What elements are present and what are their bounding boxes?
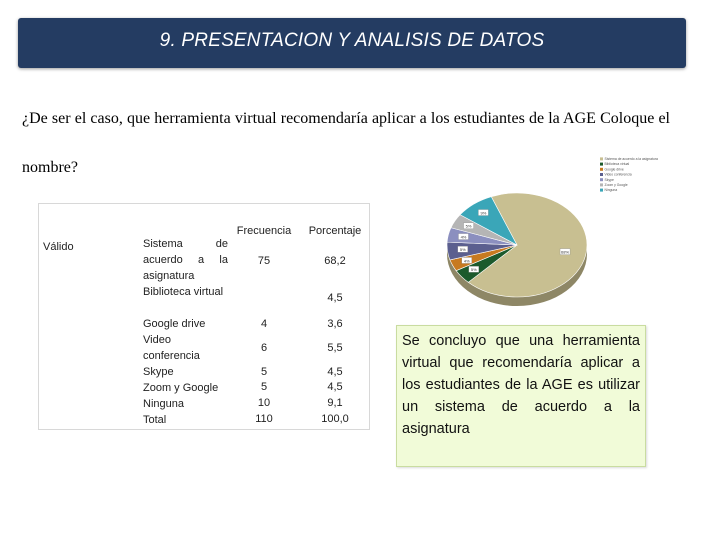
legend-label: Ninguna <box>604 188 618 193</box>
legend-label: Video conferencia <box>604 172 632 177</box>
row-percent: 4,5 <box>327 366 343 378</box>
conclusion-box <box>396 325 646 467</box>
header-frequency: Frecuencia <box>236 225 292 237</box>
row-label: Biblioteca virtual <box>143 286 224 298</box>
row-label: Video conferencia <box>143 334 200 362</box>
row-frequency: 4 <box>260 318 268 330</box>
row-label: Sistema de acuerdo a la asignatura <box>143 238 228 282</box>
legend-swatch <box>600 163 603 166</box>
row-label: Total <box>143 414 167 426</box>
row-label: Ninguna <box>143 398 184 410</box>
legend-swatch <box>600 178 603 181</box>
legend-swatch <box>600 157 603 160</box>
row-percent: 9,1 <box>327 397 343 409</box>
survey-question: ¿De ser el caso, que herramienta virtual recomendaría aplicar a los estudiantes de la AGE Coloque el nombre? <box>22 110 670 176</box>
pie-data-label: 4% <box>460 234 467 240</box>
row-percent: 5,5 <box>327 342 343 354</box>
row-label: Zoom y Google <box>143 382 219 394</box>
legend-swatch <box>600 189 603 192</box>
pie-data-label: 5% <box>465 223 472 229</box>
legend-swatch <box>600 168 603 171</box>
row-frequency: 5 <box>260 381 268 393</box>
pie-data-label: 5% <box>470 267 477 273</box>
row-frequency: 110 <box>255 413 273 425</box>
legend-label: Sistema de acuerdo a la asignatura <box>604 157 658 161</box>
title-banner <box>18 18 686 68</box>
row-frequency: 10 <box>257 397 271 409</box>
row-frequency: 6 <box>260 342 268 354</box>
row-percent: 4,5 <box>327 292 343 304</box>
legend-label: Google drive <box>604 167 624 172</box>
row-percent: 68,2 <box>324 255 346 267</box>
legend-swatch <box>600 173 603 176</box>
header-percent: Porcentaje <box>308 225 362 237</box>
row-frequency: 75 <box>257 255 271 267</box>
row-frequency: 5 <box>260 366 268 378</box>
legend-swatch <box>600 183 603 186</box>
page-title: 9. PRESENTACION Y ANALISIS DE DATOS <box>159 30 545 51</box>
pie-data-label: 9% <box>480 210 487 216</box>
pie-data-label: 4% <box>463 258 470 264</box>
row-percent: 4,5 <box>327 381 343 393</box>
pie-data-label: 5% <box>459 247 466 253</box>
row-label: Skype <box>143 366 174 378</box>
group-label: Válido <box>43 241 74 253</box>
row-percent: 100,0 <box>321 413 349 425</box>
legend-label: Zoom y Google <box>604 183 628 187</box>
row-label: Google drive <box>143 318 206 330</box>
row-percent: 3,6 <box>327 318 343 330</box>
pie-chart <box>435 152 720 310</box>
legend-label: Biblioteca virtual <box>604 162 630 167</box>
conclusion-text: Se concluyo que una herramienta virtual que recomendaría aplicar a los estudiantes de la AGE es utilizar un sistema de acuerdo a la asignatura <box>402 333 640 437</box>
legend-label: Skype <box>604 177 614 182</box>
frequency-table <box>38 203 370 430</box>
pie-data-label: 68% <box>561 249 570 255</box>
